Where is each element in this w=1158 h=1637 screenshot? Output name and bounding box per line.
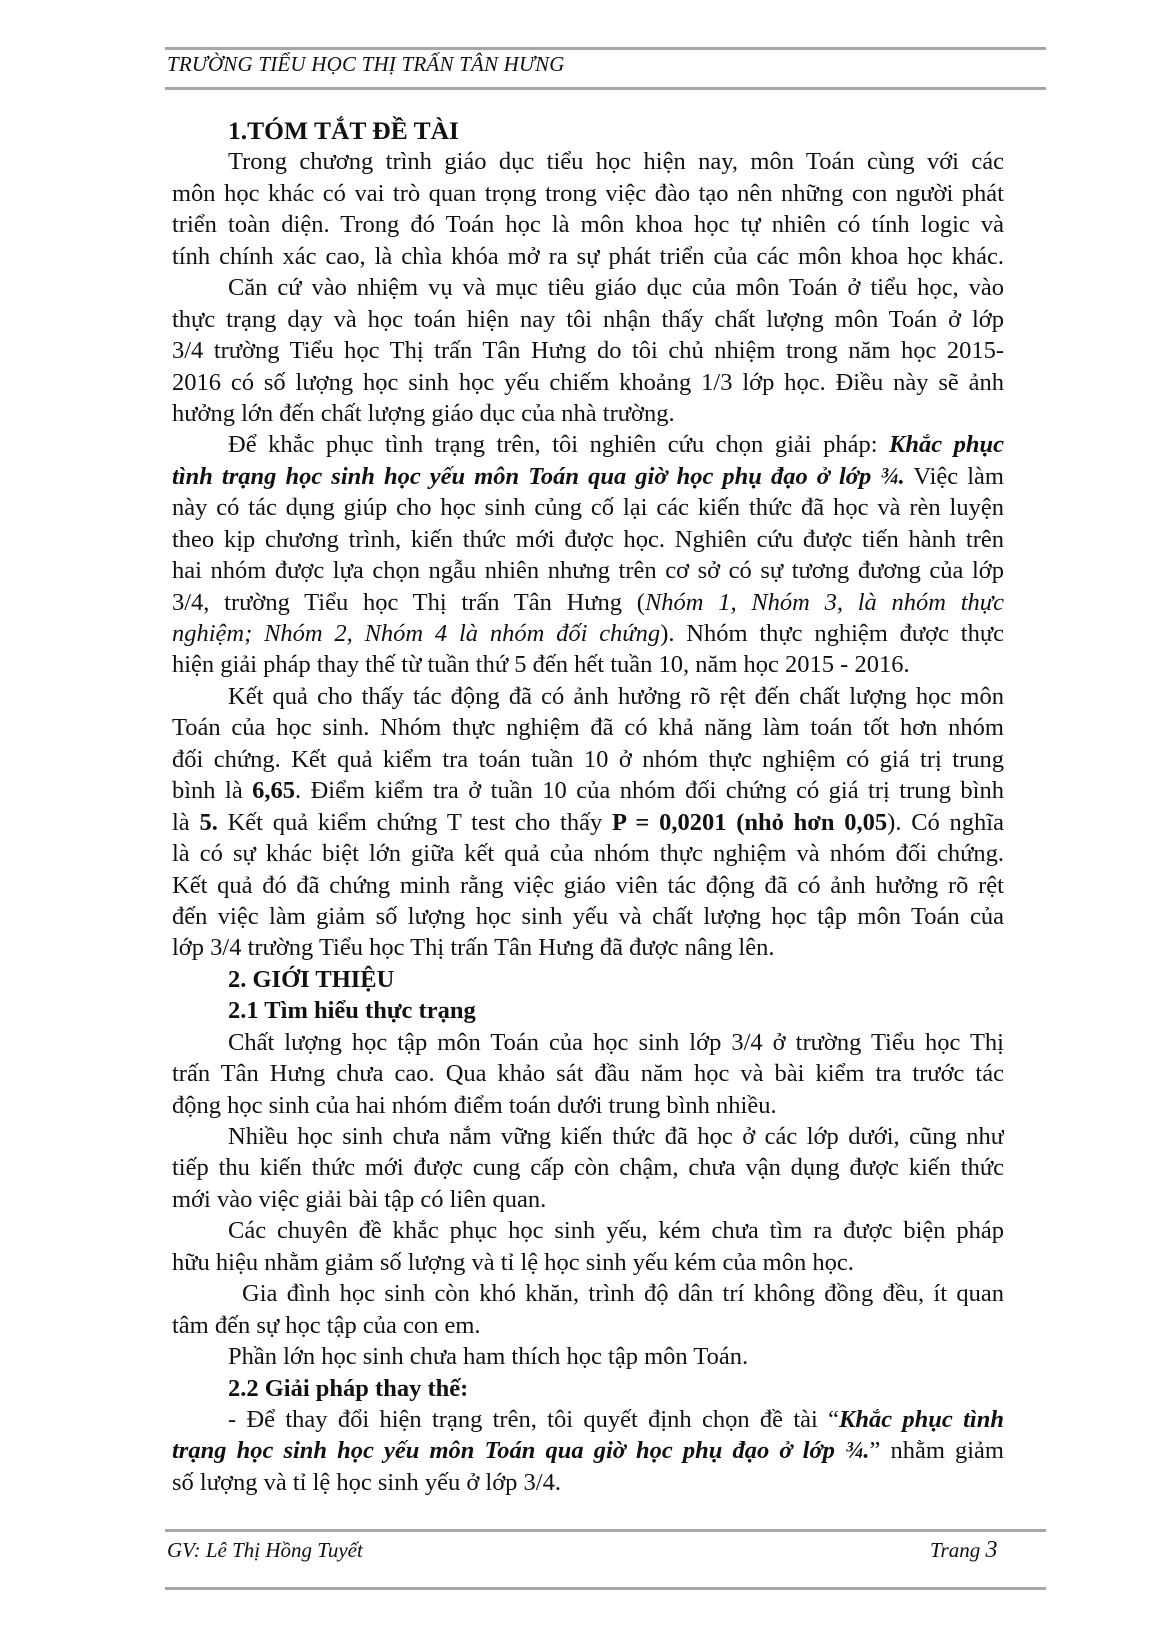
paragraph-line: Gia đình học sinh còn khó khăn, trình độ dân trí không đồng đều, ít quan [242, 1280, 1004, 1308]
solution-title-part: Khắc phục tình [839, 1405, 1004, 1433]
mean-score-control: 5. [199, 808, 218, 836]
paragraph-line: là có sự khác biệt lớn giữa kết quả của nhóm thực nghiệm và nhóm đối chứng. [172, 840, 1004, 868]
paragraph-line [172, 1435, 1004, 1466]
mean-score-experimental: 6,65 [252, 777, 296, 805]
text-run: ” nhằm giảm [869, 1437, 1004, 1465]
section-2-title: 2. GIỚI THIỆU [228, 965, 395, 993]
paragraph-line: Các chuyên đề khắc phục học sinh yếu, kém chưa tìm ra được biện pháp [228, 1217, 1004, 1245]
header-school-name: TRƯỜNG TIỂU HỌC THỊ TRẤN TÂN HƯNG [167, 52, 565, 76]
page-label: Trang [930, 1538, 981, 1562]
solution-title-part: tình trạng học sinh học yếu môn Toán qua giờ học phụ đạo ở lớp ¾. [172, 462, 905, 490]
paragraph-line [172, 587, 1004, 618]
solution-title-part: Khắc phục [889, 431, 1004, 459]
paragraph-line: Trong chương trình giáo dục tiểu học hiện nay, môn Toán cùng với các [228, 148, 1004, 176]
subsection-2-1-title: 2.1 Tìm hiểu thực trạng [228, 997, 476, 1025]
footer-rule-top [165, 1529, 1046, 1532]
italic-run: nghiệm; Nhóm 2, Nhóm 4 là nhóm đối chứng [172, 620, 661, 647]
document-body [172, 115, 1004, 1498]
paragraph-line: tâm đến sự học tập của con em. [172, 1311, 481, 1339]
text-run: - Để thay đổi hiện trạng trên, tôi quyết định chọn đề tài “ [228, 1405, 840, 1433]
paragraph-line: lớp 3/4 trường Tiểu học Thị trấn Tân Hưng đã được nâng lên. [172, 934, 775, 962]
paragraph-line: đến việc làm giảm số lượng học sinh yếu và chất lượng học tập môn Toán của [172, 902, 1004, 930]
text-run: 3/4, trường Tiểu học Thị trấn Tân Hưng ( [172, 588, 645, 616]
header-rule-bottom [165, 87, 1046, 90]
text-run: . Điểm kiểm tra ở tuần 10 của nhóm đối chứng có giá trị trung bình [295, 777, 1004, 805]
paragraph-line: đối chứng. Kết quả kiểm tra toán tuần 10 ở nhóm thực nghiệm có giá trị trung [172, 745, 1004, 773]
paragraph-line: theo kịp chương trình, kiến thức mới được học. Nghiên cứu được tiến hành trên [172, 525, 1004, 553]
paragraph-line: này có tác dụng giúp cho học sinh củng cố lại các kiến thức đã học và rèn luyện [172, 494, 1004, 522]
header-rule-top [165, 47, 1046, 50]
paragraph-line: trấn Tân Hưng chưa cao. Qua khảo sát đầu năm học và bài kiểm tra trước tác [172, 1060, 1004, 1088]
text-run: Để khắc phục tình trạng trên, tôi nghiên cứu chọn giải pháp: [228, 431, 890, 459]
paragraph-line [172, 618, 1004, 649]
paragraph-line: Kết quả đó đã chứng minh rằng việc giáo viên tác động đã có ảnh hưởng rõ rệt [172, 871, 1004, 899]
text-run: Kết quả kiểm chứng T test cho thấy [217, 808, 613, 836]
paragraph-line: mới vào việc giải bài tập có liên quan. [172, 1185, 547, 1213]
paragraph-line: Phần lớn học sinh chưa ham thích học tập môn Toán. [228, 1343, 749, 1371]
paragraph-line [172, 775, 1004, 806]
paragraph-line: 2016 có số lượng học sinh học yếu chiếm khoảng 1/3 lớp học. Điều này sẽ ảnh [172, 368, 1004, 396]
p-value: P = 0,0201 (nhỏ hơn 0,05 [612, 808, 888, 836]
page-number: 3 [985, 1537, 998, 1563]
footer-page [930, 1537, 997, 1564]
paragraph-line: tiếp thu kiến thức mới được cung cấp còn chậm, chưa vận dụng được kiến thức [172, 1154, 1004, 1182]
paragraph-line: hai nhóm được lựa chọn ngẫu nhiên nhưng trên cơ sở có sự tương đương của lớp [172, 557, 1004, 585]
paragraph-line: môn học khác có vai trò quan trọng trong việc đào tạo nên những con người phát [172, 179, 1004, 207]
paragraph-line: 3/4 trường Tiểu học Thị trấn Tân Hưng do tôi chủ nhiệm trong năm học 2015- [172, 337, 1004, 365]
paragraph-line: thực trạng dạy và học toán hiện nay tôi nhận thấy chất lượng môn Toán ở lớp [172, 305, 1004, 333]
paragraph-line: triển toàn diện. Trong đó Toán học là môn khoa học tự nhiên có tính logic và [172, 211, 1004, 239]
footer-rule-bottom [165, 1587, 1046, 1590]
paragraph-line [172, 1404, 1004, 1435]
text-run: là [172, 808, 200, 836]
paragraph-line: tính chính xác cao, là chìa khóa mở ra sự phát triển của các môn khoa học khác. [172, 242, 1004, 270]
footer-author: GV: Lê Thị Hồng Tuyết [167, 1538, 363, 1562]
paragraph-line: số lượng và tỉ lệ học sinh yếu ở lớp 3/4. [172, 1468, 561, 1496]
paragraph-line: Nhiều học sinh chưa nắm vững kiến thức đã học ở các lớp dưới, cũng như [228, 1123, 1004, 1150]
paragraph-line [172, 807, 1004, 838]
paragraph-line: Toán của học sinh. Nhóm thực nghiệm đã có khả năng làm toán tốt hơn nhóm [172, 714, 1004, 742]
paragraph-line: hữu hiệu nhằm giảm số lượng và tỉ lệ học sinh yếu kém của môn học. [172, 1248, 854, 1276]
paragraph-line: hưởng lớn đến chất lượng giáo dục của nhà trường. [172, 399, 675, 427]
solution-title-part: trạng học sinh học yếu môn Toán qua giờ học phụ đạo ở lớp ¾. [172, 1437, 870, 1465]
paragraph-line [172, 461, 1004, 492]
paragraph-line: Căn cứ vào nhiệm vụ và mục tiêu giáo dục của môn Toán ở tiểu học, vào [228, 274, 1004, 302]
paragraph-line: hiện giải pháp thay thế từ tuần thứ 5 đến hết tuần 10, năm học 2015 - 2016. [172, 651, 910, 679]
subsection-2-2-title: 2.2 Giải pháp thay thế: [228, 1374, 469, 1402]
italic-run: Nhóm 1, Nhóm 3, là nhóm thực [644, 588, 1004, 616]
text-run: bình là [172, 777, 253, 805]
paragraph-line: Chất lượng học tập môn Toán của học sinh lớp 3/4 ở trường Tiểu học Thị [228, 1028, 1004, 1056]
text-run: ). Có nghĩa [887, 808, 1004, 836]
text-run: Việc làm [904, 462, 1004, 490]
section-1-title: 1.TÓM TẮT ĐỀ TÀI [228, 116, 459, 145]
paragraph-line [172, 429, 1004, 460]
paragraph-line: Kết quả cho thấy tác động đã có ảnh hưởng rõ rệt đến chất lượng học môn [228, 682, 1004, 710]
paragraph-line: động học sinh của hai nhóm điểm toán dưới trung bình nhiều. [172, 1091, 777, 1119]
text-run: ). Nhóm thực nghiệm được thực [660, 620, 1004, 647]
